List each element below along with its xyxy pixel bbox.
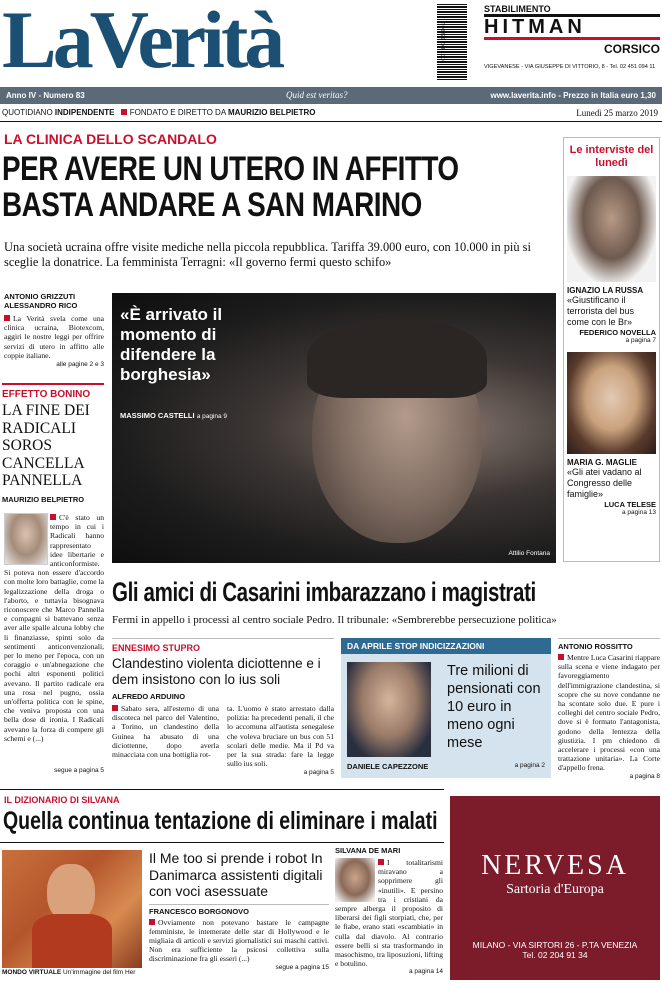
masthead-subline: QUOTIDIANO INDIPENDENTE FONDATO E DIRETTO DA MAURIZIO BELPIETRO Lunedì 25 marzo 2019: [2, 108, 658, 118]
issue-date: Lunedì 25 marzo 2019: [576, 108, 658, 118]
casarini-body-box: ANTONIO ROSSITTO Mentre Luca Casarini riappare sulla scena e viene indagato per favoreggiamento dell'immigrazione clandestina, si scopre che su nove condanne ne ha scontate solo due. E pure i colleghi del centro sociale Pedro, dove si è formato l'antagonista, godono della lentezza della giustizia. I pm chiedono di accelerare i processi «con una trattazione unitaria». La Corte d'appello frena. a pagina 8: [558, 638, 660, 780]
motto: Quid est veritas?: [286, 90, 348, 100]
lead-kicker: LA CLINICA DELLO SCANDALO: [4, 131, 217, 147]
stupro-kicker: ENNESIMO STUPRO: [112, 643, 201, 653]
stupro-box: ENNESIMO STUPRO Clandestino violenta diciottenne e i dem insistono con lo ius soli ALFREDO ARDUINO Sabato sera, all'esterno di una discoteca nel parco del Valentino, a Torino, un clandestino della Guinea ha abusato di una diciottenne, dopo averla minacciata con una bottiglia rot- ta. L'uomo è stato arrestato dalla polizia: ha precedenti penali, il che lo accomuna all'autista senegalese che voleva bruciare un bus con 51 scolari delle medie. Ma il Pd va per la sua strada: fare la legge sullo ius soli. a pagina 5: [112, 638, 334, 778]
maglie-photo: [567, 352, 656, 454]
p1-page-link[interactable]: a pagina 7: [625, 337, 656, 344]
metoo-headline[interactable]: Il Me too si prende i robot In Danimarca assistenti digitali con voci asessuate: [149, 850, 323, 899]
nervesa-sub: Sartoria d'Europa: [506, 882, 604, 897]
metoo-page-link[interactable]: segue a pagina 15: [275, 963, 329, 971]
interviste-title: Le interviste del lunedì: [569, 144, 654, 169]
her-photo: [2, 850, 142, 968]
fontana-photo: «È arrivato il momento di difendere la borghesia» MASSIMO CASTELLI a pagina 9 Attilio Fontana: [112, 293, 556, 563]
year-number: Anno IV - Numero 83: [6, 91, 85, 100]
nervesa-address: MILANO - VIA SIRTORI 26 - P.TA VENEZIA: [472, 940, 638, 950]
dizionario-kicker: IL DIZIONARIO DI SILVANA: [4, 795, 120, 805]
hitman-brand: HITMAN: [484, 14, 660, 40]
effetto-kicker: EFFETTO BONINO: [2, 389, 91, 400]
logo: LaVerità: [2, 0, 282, 85]
aprile-kicker: DA APRILE STOP INDICIZZAZIONI: [341, 638, 551, 654]
photo-quote: «È arrivato il momento di difendere la borghesia»: [120, 305, 223, 384]
lead-headline[interactable]: PER AVERE UN UTERO IN AFFITTO BASTA ANDARE A SAN MARINO: [2, 150, 459, 224]
her-caption: MONDO VIRTUALE Un'immagine del film Her: [2, 969, 136, 976]
casarini-page-link[interactable]: a pagina 8: [629, 772, 660, 780]
nervesa-ad[interactable]: [450, 796, 660, 980]
aprile-headline[interactable]: Tre milioni di pensionati con 10 euro in meno ogni mese: [447, 663, 541, 751]
dizionario-headline[interactable]: Quella continua tentazione di eliminare i malati: [3, 807, 438, 835]
casarini-deck: Fermi in appello i processi al centro sociale Pedro. Il tribunale: «Sembrerebbe persecuzione politica»: [112, 614, 557, 626]
metoo-box: Il Me too si prende i robot In Danimarca assistenti digitali con voci asessuate FRANCESCO BORGONOVO Ovviamente non potevano bastare le campagne femministe, le intemerate delle star di Hollywood e le migliaia di articoli e servizi giornalistici sui maschi cattivi. Non era sufficiente la psicosi collettiva sulla discriminazione fra gli esseri (...) segue a pagina 15: [149, 850, 329, 971]
p2-page-link[interactable]: a pagina 13: [622, 509, 656, 516]
aprile-box: DA APRILE STOP INDICIZZAZIONI Tre milioni di pensionati con 10 euro in meno ogni mese DANIELE CAPEZZONE a pagina 2: [341, 638, 551, 778]
larussa-photo: [567, 176, 656, 282]
effetto-box: EFFETTO BONINO LA FINE DEI RADICALI SOROS CANCELLA PANNELLA MAURIZIO BELPIETRO: [2, 383, 104, 504]
hitman-address: VIGEVANESE - VIA GIUSEPPE DI VITTORIO, 8 - Tel. 02 451 094 11: [484, 64, 656, 70]
stupro-headline[interactable]: Clandestino violenta diciottenne e i dem insistono con lo ius soli: [112, 656, 321, 687]
silvana-photo: [335, 858, 375, 902]
effetto-body: C'è stato un tempo in cui i Radicali hanno rappresentato idee libertarie e anticonformiste. Si poteva non essere d'accordo con molte loro battaglie, come la legalizzazione della droga o l'aborto, e tuttavia bisognava riconoscere che Marco Pannella e compagni si battevano senza aver alle spalle alcuna lobby che li finanziasse, spinti solo da sentimenti anticonvenzionali, per lo meno per l'epoca, con un coraggio e un'abnegazione che pochi altri esponenti politici avevano. Il partito radicale era una rosa nel pugno, ossia un'offerta politica con le spine, che veniva proposta con una bella dose di ironia. I Radicali avevano la forza di compere gli schemi e (...): [4, 513, 104, 743]
hitman-city: CORSICO: [603, 42, 660, 56]
hitman-ad[interactable]: [484, 4, 660, 74]
web-price: www.laverita.info - Prezzo in Italia euro 1,30: [490, 91, 656, 100]
effetto-page-link[interactable]: segue a pagina 5: [54, 767, 104, 774]
silvana-page-link[interactable]: a pagina 14: [409, 968, 443, 976]
lead-page-link[interactable]: alle pagine 2 e 3: [56, 361, 104, 369]
hitman-line1: STABILIMENTO: [484, 4, 551, 14]
nervesa-brand: NERVESA: [481, 850, 629, 881]
casarini-headline[interactable]: Gli amici di Casarini imbarazzano i magistrati: [112, 577, 536, 607]
nervesa-tel: Tel. 02 204 91 34: [522, 950, 588, 960]
photo-page-link[interactable]: a pagina 9: [196, 413, 228, 420]
photo-caption: Attilio Fontana: [508, 550, 550, 557]
interviste-box: Le interviste del lunedì IGNAZIO LA RUSSA «Giustificano il terrorista del bus come con le Br» FEDERICO NOVELLA a pagina 7 MARIA G. MAGLIE «Gli atei vadano al Congresso delle famiglie» LUCA TELESE a pagina 13: [563, 137, 660, 562]
lead-body: La Verità svela come una clinica ucraina, Biotexcom, aggiri le nostre leggi per offrire servizi di utero in affitto alle coppie italiane. alle pagine 2 e 3: [4, 314, 104, 369]
capezzone-photo: [347, 662, 431, 757]
silvana-box: SILVANA DE MARI I totalitarismi miravano a sopprimere gli «inutili». E persino tra i cristiani da sempre alberga il proposito di liberarsi dei figli storpiati, che, per le fiabe, erano stati «scambiati» in culla dal diavolo. Al contrario essere belli si sta trasformando in masochismo, tra liposuzioni, lifting e botulino. a pagina 14: [335, 846, 443, 976]
stupro-page-link[interactable]: a pagina 5: [303, 769, 334, 777]
lead-bylines: ANTONIO GRIZZUTI ALESSANDRO RICO: [4, 292, 78, 310]
barcode-number: 9 771 843 168001: [441, 22, 447, 64]
masthead-band: [0, 87, 662, 104]
aprile-page-link[interactable]: a pagina 2: [514, 762, 545, 769]
lead-deck: Una società ucraina offre visite mediche nella piccola repubblica. Tariffa 39.000 euro, con 10.000 in più si sceglie la donatrice. La femminista Terragni: «Il governo fermi questo schifo»: [4, 240, 531, 269]
hair-shape: [307, 318, 487, 398]
effetto-headline[interactable]: LA FINE DEI RADICALI SOROS CANCELLA PANNELLA: [2, 402, 90, 489]
